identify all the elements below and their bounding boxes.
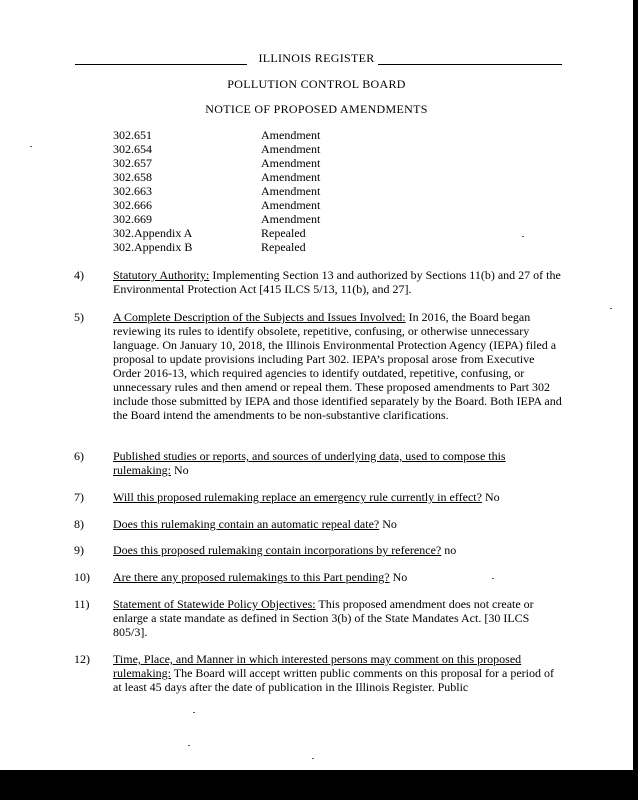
section-action: Repealed <box>261 226 306 240</box>
section-number: 302.657 <box>113 156 152 170</box>
item-body: No <box>170 463 189 477</box>
item-heading: Does this proposed rulemaking contain incorporations by reference? <box>113 543 442 557</box>
item-body: This proposed amendment does not create or enlarge a state mandate as defined in Section 3(b) of the State Mandates Act. [30 ILCS 805/3]. <box>113 597 534 639</box>
item-number: 9) <box>74 543 84 557</box>
item-heading: Time, Place, and Manner in which interested persons may comment on this proposed rulemaking: <box>113 652 522 680</box>
item-number: 6) <box>74 449 84 463</box>
section-number: 302.651 <box>113 128 152 142</box>
item-body: The Board will accept written public comments on this proposal for a period of at least 45 days after the date of publication in the Illinois Register. Public <box>113 666 554 694</box>
item-heading: Statutory Authority: <box>113 268 210 282</box>
scan-speck <box>492 578 494 579</box>
item-heading: Will this proposed rulemaking replace an emergency rule currently in effect? <box>113 490 482 504</box>
item-number: 5) <box>74 310 84 324</box>
section-number: 302.654 <box>113 142 152 156</box>
item-heading: Does this rulemaking contain an automatic repeal date? <box>113 517 380 531</box>
item-heading: Published studies or reports, and sources of underlying data, used to compose this rulemaking: <box>113 449 506 477</box>
item-body: No <box>481 490 500 504</box>
scan-speck <box>188 745 190 746</box>
item-number: 7) <box>74 490 84 504</box>
section-number: 302.663 <box>113 184 152 198</box>
item-number: 12) <box>74 652 90 666</box>
scan-speck <box>522 236 524 237</box>
item-number: 11) <box>74 597 90 611</box>
scan-speck <box>312 758 314 759</box>
section-number: 302.669 <box>113 212 152 226</box>
scan-speck <box>193 712 195 713</box>
item-heading: Statement of Statewide Policy Objectives: <box>113 597 316 611</box>
section-action: Amendment <box>261 184 321 198</box>
section-number: 302.658 <box>113 170 152 184</box>
item-body: In 2016, the Board began reviewing its rules to identify obsolete, repetitive, confusing, or otherwise unnecessary language. On January 10, 2018, the Illinois Environmental Protection Agency (IEPA) filed a proposal to update provisions including Part 302. IEPA’s proposal arose from Executive Order 2016-13, which required agencies to identify outdated, repetitive, confusing, or unnecessary rules and then amend or repeal them. These proposed amendments to Part 302 include those submitted by IEPA and those identified separately by the Board. Both IEPA and the Board intend the amendments to be non-substantive clarifications. <box>113 310 562 422</box>
item-number: 10) <box>74 570 90 584</box>
item-body: No <box>379 517 397 531</box>
item-body: No <box>389 570 408 584</box>
scan-speck <box>30 146 32 147</box>
section-action: Amendment <box>261 198 321 212</box>
section-number: 302.666 <box>113 198 152 212</box>
section-number: 302.Appendix B <box>113 240 193 254</box>
scan-speck <box>610 308 612 309</box>
agency-title: POLLUTION CONTROL BOARD <box>227 77 406 91</box>
section-action: Amendment <box>261 156 321 170</box>
item-number: 4) <box>74 268 84 282</box>
notice-title: NOTICE OF PROPOSED AMENDMENTS <box>205 102 428 116</box>
item-body: Implementing Section 13 and authorized by Sections 11(b) and 27 of the Environmental Protection Act [415 ILCS 5/13, 11(b), and 27]. <box>113 268 561 296</box>
item-heading: Are there any proposed rulemakings to this Part pending? <box>113 570 390 584</box>
item-number: 8) <box>74 517 84 531</box>
register-title: ILLINOIS REGISTER <box>258 51 375 65</box>
section-action: Amendment <box>261 212 321 226</box>
section-action: Repealed <box>261 240 306 254</box>
item-body: no <box>441 543 457 557</box>
section-action: Amendment <box>261 142 321 156</box>
section-number: 302.Appendix A <box>113 226 193 240</box>
item-heading: A Complete Description of the Subjects and Issues Involved: <box>113 310 406 324</box>
section-action: Amendment <box>261 170 321 184</box>
section-action: Amendment <box>261 128 321 142</box>
